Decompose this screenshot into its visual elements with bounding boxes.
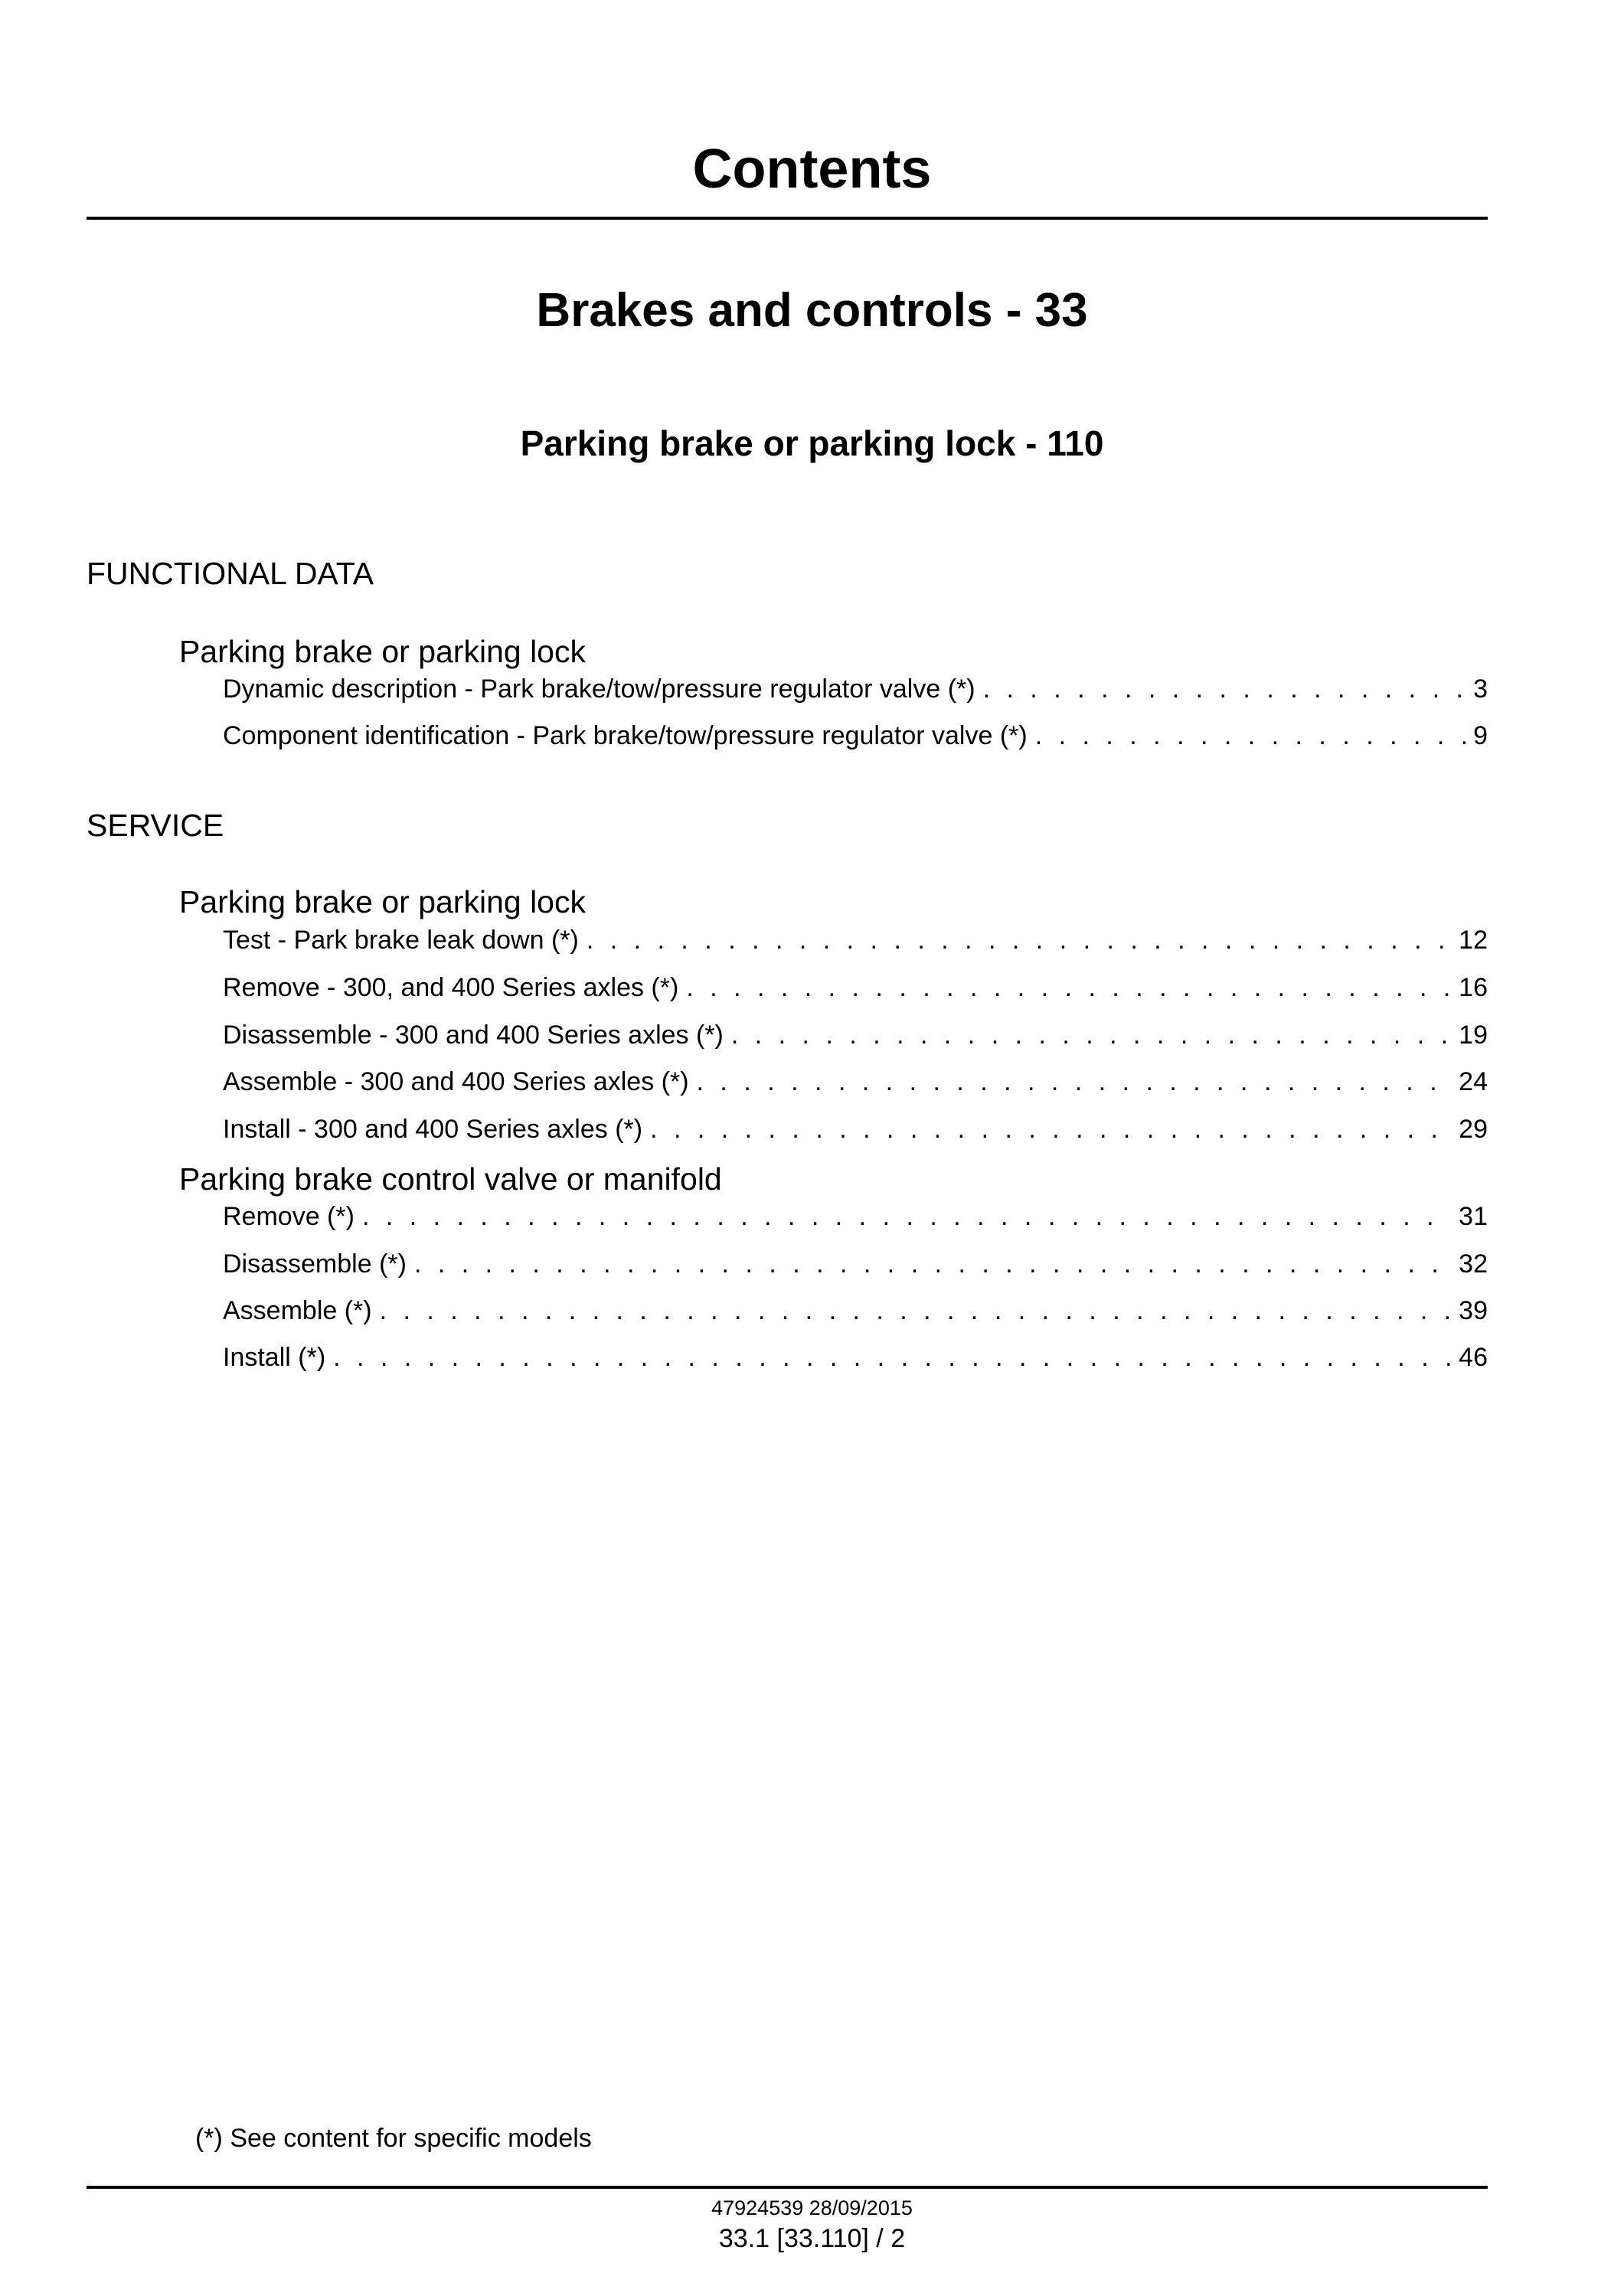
toc-entry-label: Install - 300 and 400 Series axles (*) xyxy=(223,1115,643,1144)
toc-entry[interactable] xyxy=(223,1247,1488,1281)
group-title-parking-brake-service: Parking brake or parking lock xyxy=(179,884,586,919)
toc-entry[interactable] xyxy=(223,971,1488,1004)
toc-entry-label: Assemble - 300 and 400 Series axles (*) xyxy=(223,1067,689,1096)
page-reference: 33.1 [33.110] / 2 xyxy=(718,2224,906,2253)
toc-entry-page: 39 xyxy=(1459,1296,1488,1325)
dot-leader xyxy=(731,1018,1451,1052)
toc-entry-label: Dynamic description - Park brake/tow/pressure regulator valve (*) xyxy=(223,674,975,704)
toc-entry-page: 29 xyxy=(1459,1115,1488,1144)
bottom-divider xyxy=(87,2186,1488,2189)
section-title: Parking brake or parking lock - 110 xyxy=(520,423,1104,463)
toc-entry[interactable] xyxy=(223,1018,1488,1052)
toc-entry-page: 31 xyxy=(1459,1202,1488,1231)
group-title-parking-brake-functional: Parking brake or parking lock xyxy=(179,634,586,669)
dot-leader xyxy=(1035,719,1466,753)
toc-entry-label: Disassemble (*) xyxy=(223,1249,407,1279)
dot-leader xyxy=(333,1341,1451,1374)
toc-entry[interactable] xyxy=(223,1065,1488,1099)
dot-leader xyxy=(697,1065,1452,1099)
toc-entry-label: Remove (*) xyxy=(223,1202,355,1231)
toc-entry-label: Component identification - Park brake/tow/pressure regulator valve (*) xyxy=(223,721,1028,750)
toc-entry[interactable] xyxy=(223,1112,1488,1146)
toc-entry-label: Test - Park brake leak down (*) xyxy=(223,926,579,955)
toc-entry-label: Disassemble - 300 and 400 Series axles (*) xyxy=(223,1021,724,1050)
toc-entry-page: 19 xyxy=(1459,1021,1488,1050)
category-service: SERVICE xyxy=(87,808,224,843)
dot-leader xyxy=(362,1200,1451,1233)
toc-entry-label: Remove - 300, and 400 Series axles (*) xyxy=(223,973,679,1002)
top-divider xyxy=(87,217,1488,220)
page-title: Contents xyxy=(692,139,932,200)
toc-entry[interactable] xyxy=(223,1294,1488,1328)
toc-entry[interactable] xyxy=(223,1341,1488,1374)
footnote: (*) See content for specific models xyxy=(195,2124,592,2153)
category-functional-data: FUNCTIONAL DATA xyxy=(87,556,374,591)
dot-leader xyxy=(650,1112,1451,1146)
toc-entry[interactable] xyxy=(223,719,1488,753)
dot-leader xyxy=(587,923,1451,957)
toc-entry-page: 32 xyxy=(1459,1249,1488,1279)
toc-entry-page: 12 xyxy=(1459,926,1488,955)
dot-leader xyxy=(380,1294,1452,1328)
dot-leader xyxy=(686,971,1451,1004)
toc-entry-page: 46 xyxy=(1459,1343,1488,1372)
dot-leader xyxy=(414,1247,1451,1281)
toc-entry-page: 16 xyxy=(1459,973,1488,1002)
chapter-title: Brakes and controls - 33 xyxy=(536,284,1088,337)
toc-entry-label: Install (*) xyxy=(223,1343,326,1372)
toc-entry[interactable] xyxy=(223,672,1488,706)
toc-entry-page: 3 xyxy=(1473,674,1488,704)
toc-entry-label: Assemble (*) xyxy=(223,1296,372,1325)
toc-entry[interactable] xyxy=(223,923,1488,957)
document-id: 47924539 28/09/2015 xyxy=(711,2196,913,2219)
toc-entry[interactable] xyxy=(223,1200,1488,1233)
toc-entry-page: 24 xyxy=(1459,1067,1488,1096)
dot-leader xyxy=(983,672,1466,706)
group-title-control-valve: Parking brake control valve or manifold xyxy=(179,1161,722,1197)
toc-entry-page: 9 xyxy=(1473,721,1488,750)
